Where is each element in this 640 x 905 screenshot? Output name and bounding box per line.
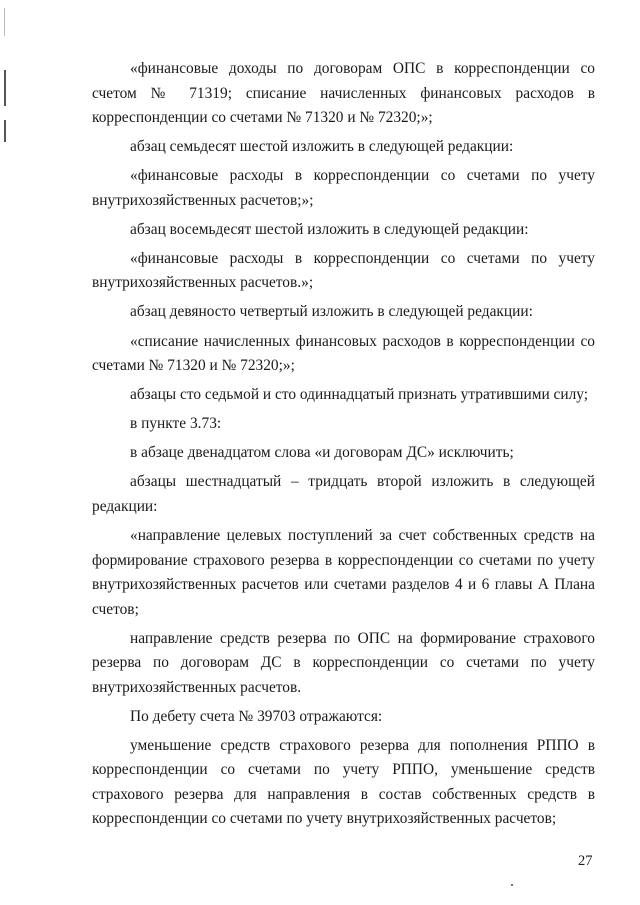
document-body: [92, 57, 595, 836]
binding-mark: [4, 8, 5, 36]
binding-mark: [4, 70, 6, 106]
paragraph: направление средств резерва по ОПС на формирование страхового резерва по договорам ДС в корреспонденции со счетами по учету внутрихозяйственных расчетов.: [92, 629, 595, 696]
binding-mark: [4, 120, 6, 142]
paragraph: абзац девяносто четвертый изложить в следующей редакции:: [130, 303, 533, 321]
paragraph: «финансовые расходы в корреспонденции со счетами по учету внутрихозяйственных расчетов.»;: [92, 249, 595, 292]
paragraph: По дебету счета № 39703 отражаются:: [130, 707, 383, 725]
paragraph: уменьшение средств страхового резерва для пополнения РППО в корреспонденции со счетами по учету РППО, уменьшение средств страхового резерва для направления в состав собственных средств в корреспонденции со счетами по учету внутрихозяйственных расчетов;: [92, 736, 595, 828]
paragraph: «финансовые доходы по договорам ОПС в корреспонденции со счетом № 71319; списание начисленных финансовых расходов в корреспонденции со счетами № 71320 и № 72320;»;: [92, 60, 595, 126]
scan-speck: [511, 884, 513, 886]
paragraph: «списание начисленных финансовых расходов в корреспонденции со счетами № 71320 и № 72320;»;: [92, 332, 595, 375]
page-number: 27: [578, 853, 593, 869]
paragraph: абзац семьдесят шестой изложить в следующей редакции:: [130, 138, 514, 156]
paragraph: «финансовые расходы в корреспонденции со счетами по учету внутрихозяйственных расчетов;»;: [92, 167, 595, 209]
paragraph: абзацы сто седьмой и сто одиннадцатый признать утратившими силу;: [130, 386, 589, 404]
paragraph: «направление целевых поступлений за счет собственных средств на формирование страхового резерва в корреспонденции со счетами по учету внутрихозяйственных расчетов или счетами разделов 4 и 6 главы А Плана счетов;: [92, 527, 595, 618]
paragraph: абзацы шестнадцатый – тридцать второй изложить в следующей редакции:: [92, 473, 595, 515]
paragraph: в абзаце двенадцатом слова «и договорам ДС» исключить;: [130, 444, 514, 462]
paragraph: в пункте 3.73:: [130, 415, 222, 433]
paragraph: абзац восемьдесят шестой изложить в следующей редакции:: [130, 220, 529, 238]
